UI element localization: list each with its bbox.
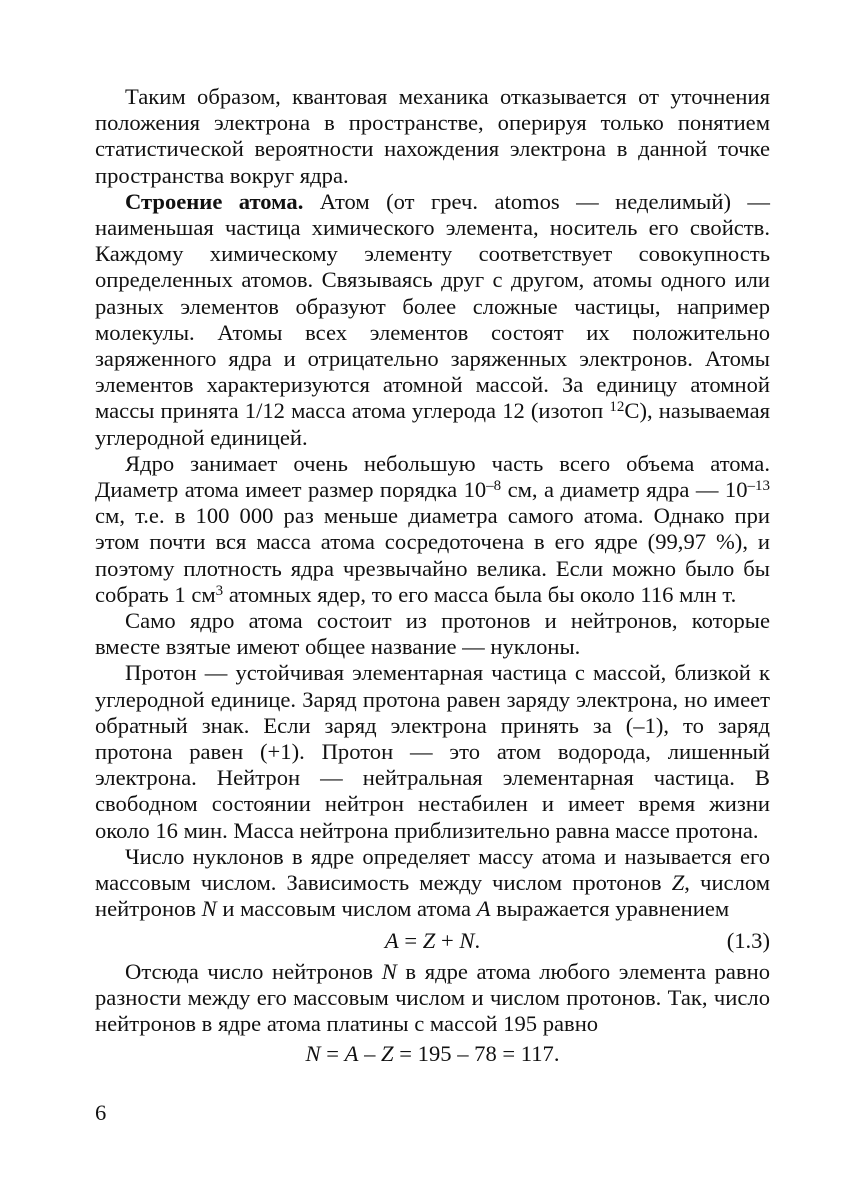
eq-symbol-n: N (459, 927, 475, 953)
nucleus-text-2: см, а диаметр ядра — 10 (501, 477, 748, 503)
exponent-atom-diameter: –8 (486, 478, 502, 495)
paragraph-mass-number (95, 844, 770, 923)
eq-symbol-a: A (384, 927, 399, 953)
pt-symbol-a: A (344, 1041, 359, 1067)
atom-structure-text-b: ), называемая углеродной единицей. (95, 398, 770, 450)
isotope-superscript: 12 (609, 399, 625, 416)
neutron-count-text-1: Отсюда число нейтронов (125, 958, 382, 984)
mass-number-text-1: Число нуклонов в ядре определяет массу атома и называется его массовым числом. Зависимость между числом протонов (95, 843, 770, 896)
page-body (95, 84, 770, 1071)
paragraph-atom-structure (95, 189, 770, 451)
pt-text-1: = (320, 1041, 345, 1067)
pt-text-3: = 195 – 78 = 117. (393, 1041, 560, 1067)
pt-symbol-n: N (305, 1041, 321, 1067)
neutron-symbol-n: N (381, 958, 397, 984)
exponent-nucleus-diameter: –13 (747, 478, 770, 495)
pt-symbol-z: Z (381, 1041, 394, 1067)
paragraph-nucleus-size (95, 451, 770, 608)
symbol-n: N (201, 896, 217, 922)
isotope-symbol: C (624, 398, 640, 424)
pt-text-2: – (358, 1041, 382, 1067)
eq-symbol-z: Z (422, 927, 436, 953)
nucleus-text-4: атомных ядер, то его масса была бы около 116 млн т. (223, 581, 737, 607)
eq-plus: + (435, 927, 460, 953)
equation-number: (1.3) (726, 927, 770, 953)
paragraph-neutron-count (95, 959, 770, 1038)
equation-1-3-body (95, 923, 770, 959)
atom-structure-text-a: Атом (от греч. atomos — неделимый) — наименьшая частица химического элемента, носитель его свойств. Каждому химическому элементу соответствует совокупность определенных атомов. Связываясь друг с другом, атомы одного или разных элементов образуют более сложные частицы, например молекулы. Атомы всех элементов состоят их положительно заряженного ядра и отрицательно заряженных электронов. Атомы элементов характеризуются атомной массой. За единицу атомной массы принята 1/12 масса атома углерода 12 (изотоп (95, 188, 770, 424)
paragraph-proton-neutron: Протон — устойчивая элементарная частица с массой, близкой к углеродной единице. Заряд протона равен заряду электрона, но имеет обратный знак. Если заряд электрона принять за (–1), то заряд протона равен (+1). Протон — это атом водорода, лишенный электрона. Нейтрон — нейтральная элементарная частица. В свободном состоянии нейтрон нестабилен и имеет время жизни около 16 мин. Масса нейтрона приблизительно равна массе протона. (95, 660, 770, 843)
neutron-count-text-2: в ядре атома любого элемента равно разности между его массовым числом и числом протонов. Так, число нейтронов в ядре атома платины с массой 195 равно (95, 958, 770, 1036)
nucleus-text-1: Ядро занимает очень небольшую часть всего объема атома. Диаметр атома имеет размер порядка 10 (95, 450, 770, 503)
page-number: 6 (95, 1100, 107, 1125)
mass-number-text-3: и массовым числом атома (216, 896, 477, 922)
section-heading: Строение атома. (125, 188, 304, 214)
mass-number-text-4: выражается уравнением (490, 896, 730, 922)
eq-dot: . (474, 927, 481, 953)
nucleus-text-3: см, т.е. в 100 000 раз меньше диаметра самого атома. Однако при этом почти вся масса атома сосредоточена в его ядре (99,97 %), и поэтому плотность ядра чрезвычайно велика. Если можно было бы собрать 1 см (95, 503, 770, 607)
symbol-z: Z (671, 870, 685, 896)
symbol-a: A (476, 896, 491, 922)
exponent-cubic: 3 (215, 582, 224, 599)
mass-number-text-2: , числом нейтронов (95, 870, 771, 922)
paragraph-nucleons: Само ядро атома состоит из протонов и нейтронов, которые вместе взятые имеют общее название — нуклоны. (95, 608, 770, 660)
paragraph-quantum-mechanics: Таким образом, квантовая механика отказывается от уточнения положения электрона в пространстве, оперируя только понятием статистической вероятности нахождения электрона в данной точке пространства вокруг ядра. (95, 84, 770, 188)
equation-platinum (95, 1037, 770, 1071)
equation-1-3 (95, 923, 770, 959)
eq-equals: = (398, 927, 423, 953)
